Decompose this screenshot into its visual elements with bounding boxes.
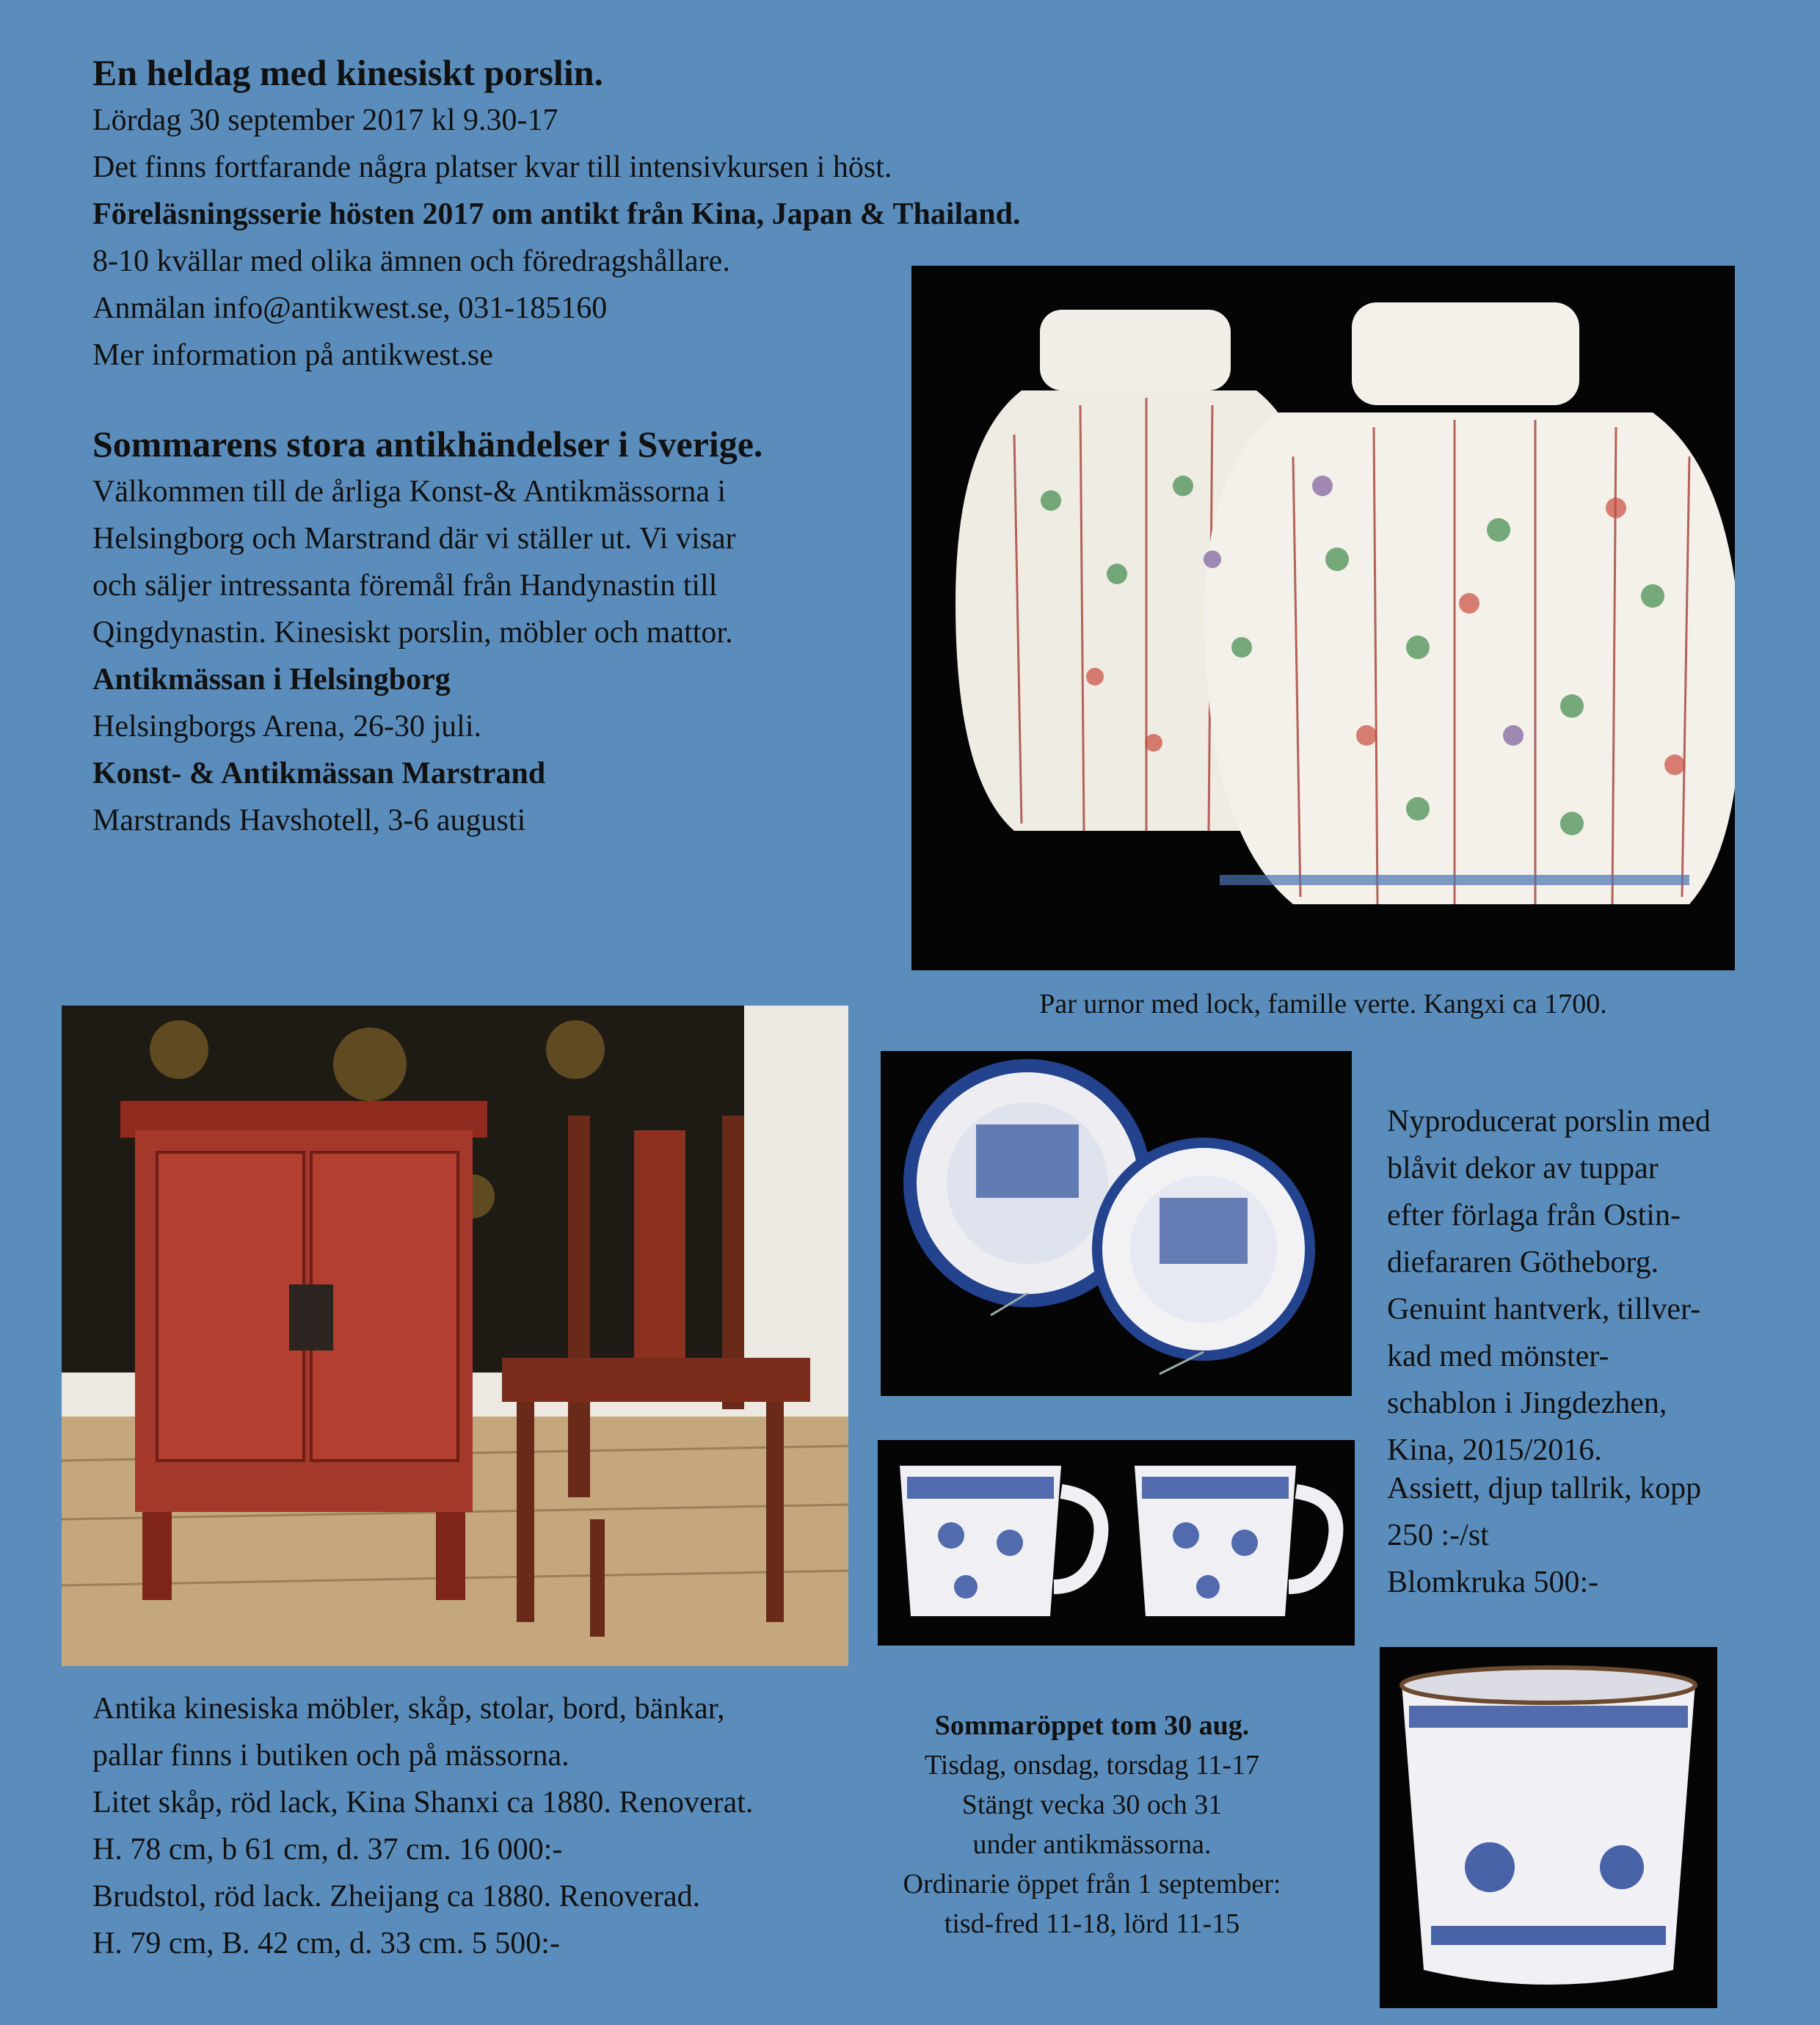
furniture-line: Antika kinesiska möbler, skåp, stolar, bord, bänkar, <box>92 1692 725 1726</box>
price-line: Assiett, djup tallrik, kopp <box>1387 1472 1702 1505</box>
price-line: Blomkruka 500:- <box>1387 1566 1599 1599</box>
porcelain-line: Kina, 2015/2016. <box>1387 1433 1602 1467</box>
urns-photo <box>911 266 1735 970</box>
furniture-description <box>92 1685 753 1967</box>
fair-marstrand-place: Marstrands Havshotell, 3-6 augusti <box>92 804 526 837</box>
course-date: Lördag 30 september 2017 kl 9.30-17 <box>92 103 558 137</box>
furniture-line: H. 78 cm, b 61 cm, d. 37 cm. 16 000:- <box>92 1833 563 1866</box>
hours-line: tisd-fred 11-18, lörd 11-15 <box>944 1908 1240 1939</box>
furniture-line: pallar finns i butiken och på mässorna. <box>92 1739 569 1773</box>
cups-photo <box>878 1440 1355 1646</box>
opening-hours <box>901 1706 1283 1944</box>
fair-helsingborg-name: Antikmässan i Helsingborg <box>92 663 451 697</box>
porcelain-description <box>1387 1098 1711 1474</box>
summer-title: Sommarens stora antikhändelser i Sverige. <box>92 423 763 465</box>
porcelain-line: blåvit dekor av tuppar <box>1387 1152 1659 1185</box>
porcelain-line: schablon i Jingdezhen, <box>1387 1386 1667 1420</box>
fair-helsingborg-place: Helsingborgs Arena, 26-30 juli. <box>92 710 482 744</box>
hours-line: Stängt vecka 30 och 31 <box>961 1789 1223 1820</box>
porcelain-line: Nyproducerat porslin med <box>1387 1105 1711 1138</box>
price-line: 250 :-/st <box>1387 1519 1489 1552</box>
plates-photo <box>881 1051 1352 1396</box>
fair-marstrand-name: Konst- & Antikmässan Marstrand <box>92 757 546 790</box>
course-places: Det finns fortfarande några platser kvar till intensivkursen i höst. <box>92 150 892 184</box>
course-evenings: 8-10 kvällar med olika ämnen och föredragshållare. <box>92 244 730 278</box>
hours-line: under antikmässorna. <box>972 1829 1212 1860</box>
porcelain-line: kad med mönster- <box>1387 1339 1609 1373</box>
furniture-line: Litet skåp, röd lack, Kina Shanxi ca 1880. Renoverat. <box>92 1786 754 1819</box>
furniture-photo <box>62 1006 848 1666</box>
hours-line: Ordinarie öppet från 1 september: <box>903 1869 1281 1899</box>
porcelain-line: Genuint hantverk, tillver- <box>1387 1293 1701 1326</box>
urns-caption: Par urnor med lock, famille verte. Kangxi ca 1700. <box>1039 989 1607 1019</box>
hours-title: Sommaröppet tom 30 aug. <box>934 1710 1250 1741</box>
furniture-line: Brudstol, röd lack. Zheijang ca 1880. Renoverad. <box>92 1880 701 1913</box>
more-info: Mer information på antikwest.se <box>92 338 493 372</box>
lecture-series-heading: Föreläsningsserie hösten 2017 om antikt från Kina, Japan & Thailand. <box>92 197 1021 231</box>
flowerpot-photo <box>1380 1647 1717 2008</box>
porcelain-line: efter förlaga från Ostin- <box>1387 1199 1681 1232</box>
summer-line: Qingdynastin. Kinesiskt porslin, möbler och mattor. <box>92 616 733 650</box>
summer-section <box>92 420 762 844</box>
porcelain-line: diefararen Götheborg. <box>1387 1246 1659 1279</box>
summer-line: Välkommen till de årliga Konst-& Antikmässorna i <box>92 475 727 509</box>
course-section <box>92 48 1020 379</box>
porcelain-prices <box>1387 1465 1701 1606</box>
hours-line: Tisdag, onsdag, torsdag 11-17 <box>924 1750 1260 1781</box>
summer-line: och säljer intressanta föremål från Handynastin till <box>92 569 718 603</box>
signup-contact: Anmälan info@antikwest.se, 031-185160 <box>92 291 608 325</box>
furniture-line: H. 79 cm, B. 42 cm, d. 33 cm. 5 500:- <box>92 1927 560 1960</box>
course-title: En heldag med kinesiskt porslin. <box>92 52 604 93</box>
summer-line: Helsingborg och Marstrand där vi ställer ut. Vi visar <box>92 522 736 556</box>
